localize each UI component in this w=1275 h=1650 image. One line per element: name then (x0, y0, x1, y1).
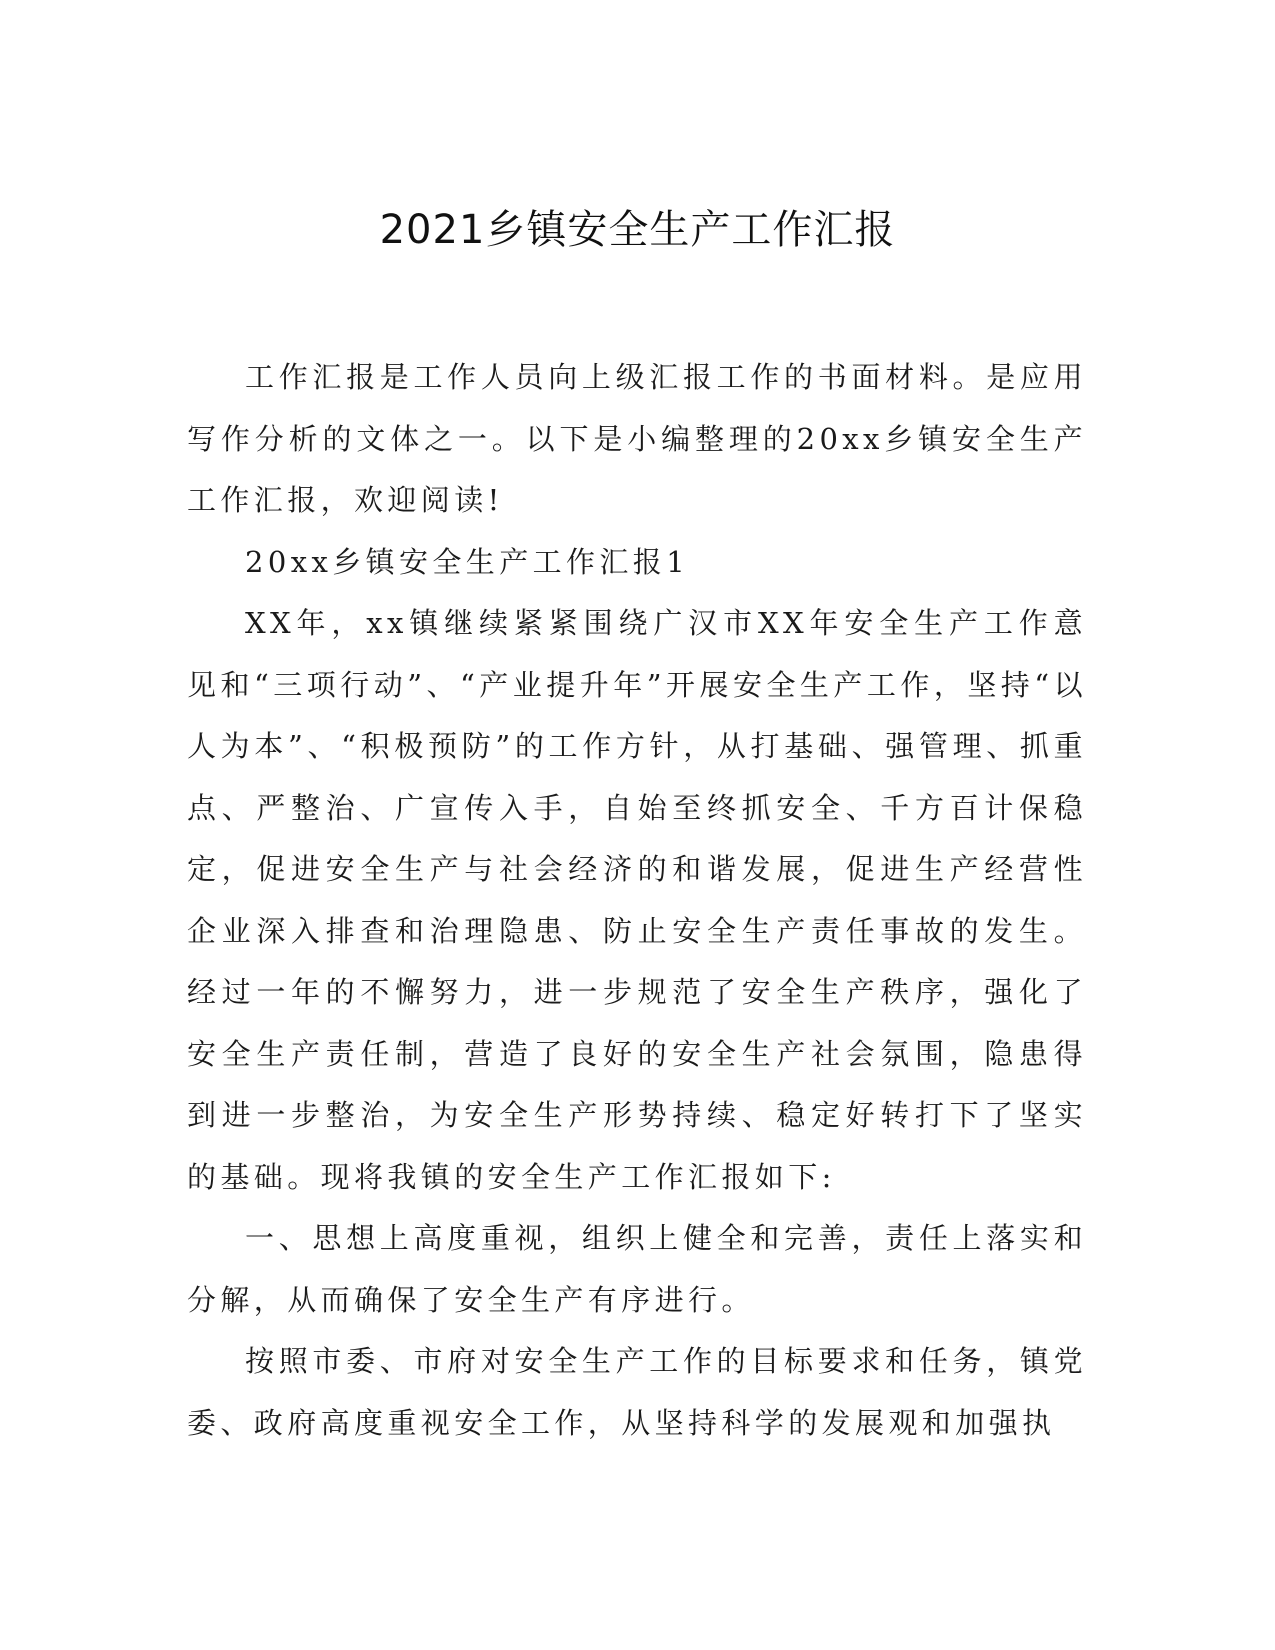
paragraph-section-one-body: 按照市委、市府对安全生产工作的目标要求和任务，镇党委、政府高度重视安全工作，从坚持科学的发展观和加强执 (187, 1344, 1087, 1440)
paragraph-section-one-heading: 一、思想上高度重视，组织上健全和完善，责任上落实和分解，从而确保了安全生产有序进行。 (187, 1221, 1087, 1317)
paragraph-intro: 工作汇报是工作人员向上级汇报工作的书面材料。是应用写作分析的文体之一。以下是小编整理的20xx乡镇安全生产工作汇报，欢迎阅读! (187, 360, 1087, 517)
document-title: 2021乡镇安全生产工作汇报 (379, 207, 896, 253)
paragraph-subheading: 20xx乡镇安全生产工作汇报1 (245, 544, 690, 579)
paragraph-overview: XX年，xx镇继续紧紧围绕广汉市XX年安全生产工作意见和“三项行动”、“产业提升年”开展安全生产工作，坚持“以人为本”、“积极预防”的工作方针，从打基础、强管理、抓重点、严整治、广宣传入手，自始至终抓安全、千方百计保稳定，促进安全生产与社会经济的和谐发展，促进生产经营性企业深入排查和治理隐患、防止安全生产责任事故的发生。经过一年的不懈努力，进一步规范了安全生产秩序，强化了安全生产责任制，营造了良好的安全生产社会氛围，隐患得到进一步整治，为安全生产形势持续、稳定好转打下了坚实的基础。现将我镇的安全生产工作汇报如下: (187, 606, 1087, 1194)
document-body (187, 347, 1087, 1454)
